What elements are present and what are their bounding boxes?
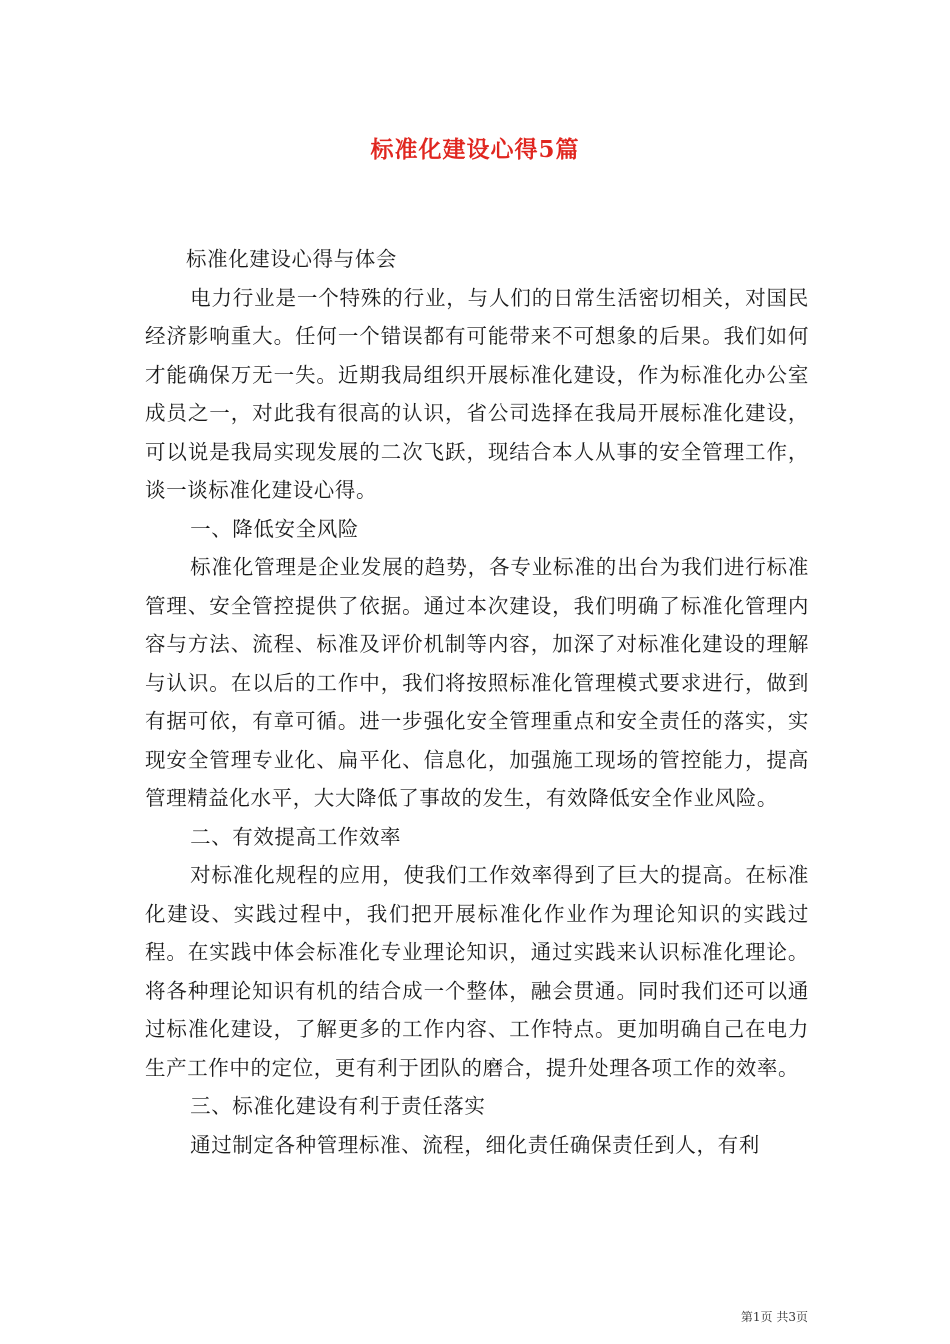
- document-title: 标准化建设心得5篇: [370, 136, 580, 163]
- paragraph-intro: 电力行业是一个特殊的行业，与人们的日常生活密切相关，对国民经济影响重大。任何一个错误都有可能带来不可想象的后果。我们如何才能确保万无一失。近期我局组织开展标准化建设，作为标准化办公室成员之一，对此我有很高的认识，省公司选择在我局开展标准化建设，可以说是我局实现发展的二次飞跃，现结合本人从事的安全管理工作，谈一谈标准化建设心得。: [145, 285, 809, 502]
- paragraph-section-3: 通过制定各种管理标准、流程，细化责任确保责任到人，有利: [190, 1132, 760, 1157]
- document-body: [145, 240, 809, 1164]
- section-heading-1: 一、降低安全风险: [190, 516, 359, 541]
- paragraph-section-1: 标准化管理是企业发展的趋势，各专业标准的出台为我们进行标准管理、安全管控提供了依据。通过本次建设，我们明确了标准化管理内容与方法、流程、标准及评价机制等内容，加深了对标准化建设的理解与认识。在以后的工作中，我们将按照标准化管理模式要求进行，做到有据可依，有章可循。进一步强化安全管理重点和安全责任的落实，实现安全管理专业化、扁平化、信息化，加强施工现场的管控能力，提高管理精益化水平，大大降低了事故的发生，有效降低安全作业风险。: [145, 555, 809, 810]
- page-number: 第1页 共3页: [740, 1310, 808, 1324]
- section-heading-2: 二、有效提高工作效率: [190, 824, 402, 849]
- section-heading-intro: 标准化建设心得与体会: [186, 247, 397, 271]
- section-heading-3: 三、标准化建设有利于责任落实: [190, 1094, 486, 1118]
- paragraph-section-2: 对标准化规程的应用，使我们工作效率得到了巨大的提高。在标准化建设、实践过程中，我们把开展标准化作业作为理论知识的实践过程。在实践中体会标准化专业理论知识，通过实践来认识标准化理论。将各种理论知识有机的结合成一个整体，融会贯通。同时我们还可以通过标准化建设，了解更多的工作内容、工作特点。更加明确自己在电力生产工作中的定位，更有利于团队的磨合，提升处理各项工作的效率。: [145, 863, 809, 1080]
